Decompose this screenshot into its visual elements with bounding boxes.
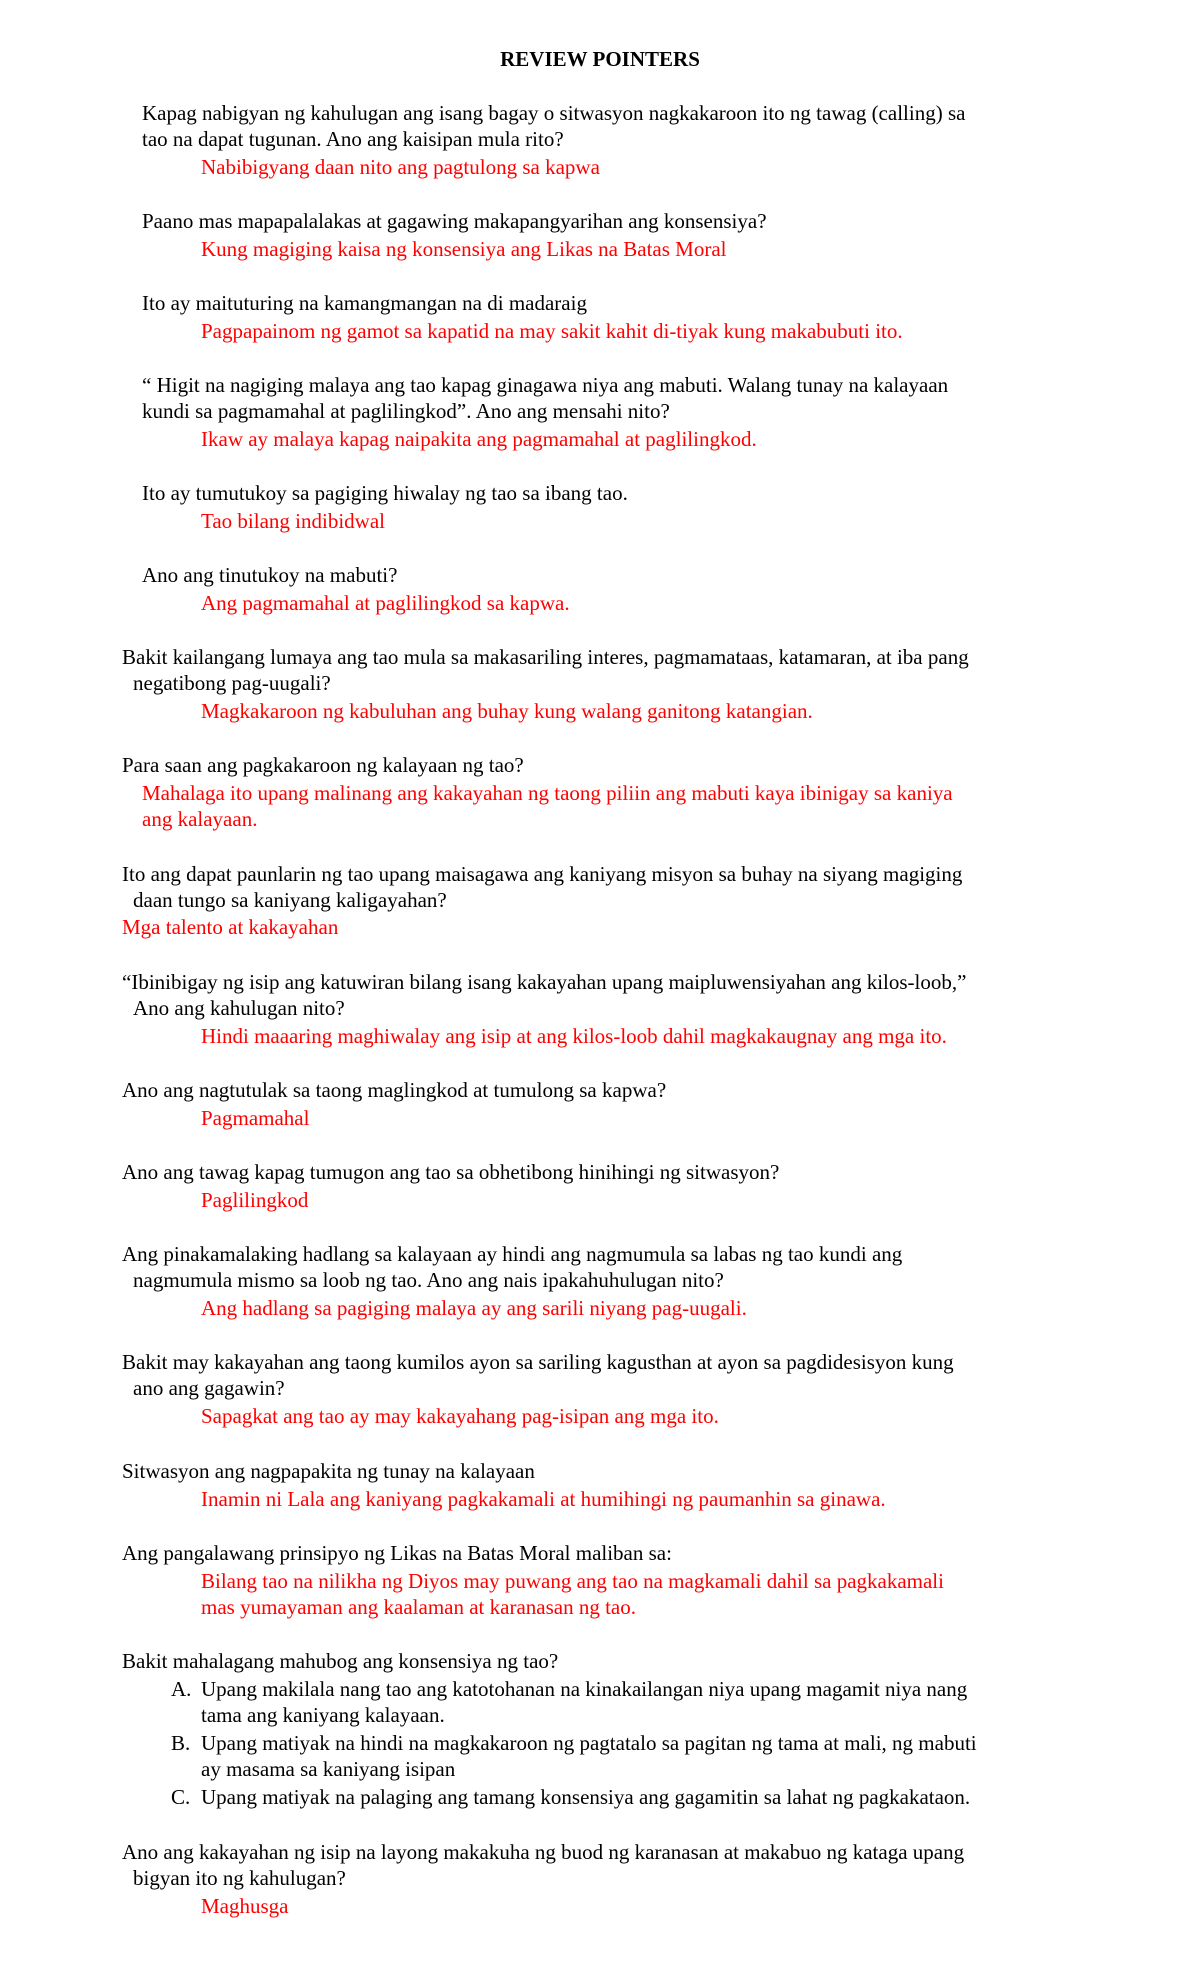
question-1-line-2: tao na dapat tugunan. Ano ang kaisipan mula rito? — [142, 127, 564, 151]
answer-5: Tao bilang indibidwal — [201, 509, 385, 533]
answer-9: Mga talento at kakayahan — [122, 915, 339, 939]
answer-8-line-1: Mahalaga ito upang malinang ang kakayahan ng taong piliin ang mabuti kaya ibinigay sa kaniya — [142, 781, 953, 805]
question-15-line-1: Sitwasyon ang nagpapakita ng tunay na kalayaan — [122, 1459, 535, 1483]
question-14-line-1: Bakit may kakayahan ang taong kumilos ayon sa sariling kagusthan at ayon sa pagdidesisyon kung — [122, 1350, 954, 1374]
answer-13: Ang hadlang sa pagiging malaya ay ang sarili niyang pag-uugali. — [201, 1296, 747, 1320]
answer-10: Hindi maaaring maghiwalay ang isip at ang kilos-loob dahil magkakaugnay ang mga ito. — [201, 1024, 947, 1048]
answer-2: Kung magiging kaisa ng konsensiya ang Likas na Batas Moral — [201, 237, 727, 261]
answer-7: Magkakaroon ng kabuluhan ang buhay kung walang ganitong katangian. — [201, 699, 813, 723]
answer-1: Nabibigyang daan nito ang pagtulong sa kapwa — [201, 155, 600, 179]
answer-14: Sapagkat ang tao ay may kakayahang pag-isipan ang mga ito. — [201, 1404, 719, 1428]
question-7-line-1: Bakit kailangang lumaya ang tao mula sa makasariling interes, pagmamataas, katamaran, at iba pang — [122, 645, 969, 669]
option-b-line-2: ay masama sa kaniyang isipan — [201, 1757, 456, 1781]
answer-3: Pagpapainom ng gamot sa kapatid na may sakit kahit di-tiyak kung makabubuti ito. — [201, 319, 903, 343]
question-9-line-1: Ito ang dapat paunlarin ng tao upang maisagawa ang kaniyang misyon sa buhay na siyang magiging — [122, 862, 963, 886]
answer-15: Inamin ni Lala ang kaniyang pagkakamali at humihingi ng paumanhin sa ginawa. — [201, 1487, 886, 1511]
answer-8-line-2: ang kalayaan. — [142, 807, 258, 831]
question-10-line-2: Ano ang kahulugan nito? — [133, 996, 345, 1020]
question-4-line-1: “ Higit na nagiging malaya ang tao kapag ginagawa niya ang mabuti. Walang tunay na kalayaan — [142, 373, 949, 397]
question-4-line-2: kundi sa pagmamahal at paglilingkod”. Ano ang mensahi nito? — [142, 399, 670, 423]
question-5-line-1: Ito ay tumutukoy sa pagiging hiwalay ng tao sa ibang tao. — [142, 481, 628, 505]
option-a-line-2: tama ang kaniyang kalayaan. — [201, 1703, 445, 1727]
question-17-line-1: Bakit mahalagang mahubog ang konsensiya ng tao? — [122, 1649, 559, 1673]
option-c-line-1: Upang matiyak na palaging ang tamang konsensiya ang gagamitin sa lahat ng pagkakataon. — [201, 1785, 971, 1809]
question-18-line-2: bigyan ito ng kahulugan? — [133, 1866, 346, 1890]
question-13-line-2: nagmumula mismo sa loob ng tao. Ano ang nais ipakahuhulugan nito? — [133, 1268, 724, 1292]
option-a-line-1: Upang makilala nang tao ang katotohanan na kinakailangan niya upang magamit niya nang — [201, 1677, 968, 1701]
answer-6: Ang pagmamahal at paglilingkod sa kapwa. — [201, 591, 570, 615]
page-title: REVIEW POINTERS — [500, 47, 700, 71]
question-3-line-1: Ito ay maituturing na kamangmangan na di madaraig — [142, 291, 587, 315]
answer-12: Paglilingkod — [201, 1188, 309, 1212]
question-10-line-1: “Ibinibigay ng isip ang katuwiran bilang isang kakayahan upang maipluwensiyahan ang kilos-loob,” — [122, 970, 967, 994]
answer-11: Pagmamahal — [201, 1106, 310, 1130]
question-9-line-2: daan tungo sa kaniyang kaligayahan? — [133, 888, 447, 912]
question-8-line-1: Para saan ang pagkakaroon ng kalayaan ng tao? — [122, 753, 524, 777]
question-14-line-2: ano ang gagawin? — [133, 1376, 285, 1400]
answer-16-line-2: mas yumayaman ang kaalaman at karanasan ng tao. — [201, 1595, 636, 1619]
option-b-letter: B. — [171, 1731, 191, 1755]
answer-18: Maghusga — [201, 1894, 289, 1918]
question-2-line-1: Paano mas mapapalalakas at gagawing makapangyarihan ang konsensiya? — [142, 209, 767, 233]
answer-16-line-1: Bilang tao na nilikha ng Diyos may puwang ang tao na magkamali dahil sa pagkakamali — [201, 1569, 944, 1593]
option-c-letter: C. — [171, 1785, 191, 1809]
question-7-line-2: negatibong pag-uugali? — [133, 671, 331, 695]
question-6-line-1: Ano ang tinutukoy na mabuti? — [142, 563, 398, 587]
question-1-line-1: Kapag nabigyan ng kahulugan ang isang bagay o sitwasyon nagkakaroon ito ng tawag (calling) sa — [142, 101, 966, 125]
question-18-line-1: Ano ang kakayahan ng isip na layong makakuha ng buod ng karanasan at makabuo ng kataga upang — [122, 1840, 965, 1864]
question-12-line-1: Ano ang tawag kapag tumugon ang tao sa obhetibong hinihingi ng sitwasyon? — [122, 1160, 780, 1184]
question-16-line-1: Ang pangalawang prinsipyo ng Likas na Batas Moral maliban sa: — [122, 1541, 672, 1565]
question-13-line-1: Ang pinakamalaking hadlang sa kalayaan ay hindi ang nagmumula sa labas ng tao kundi ang — [122, 1242, 903, 1266]
answer-4: Ikaw ay malaya kapag naipakita ang pagmamahal at paglilingkod. — [201, 427, 757, 451]
option-b-line-1: Upang matiyak na hindi na magkakaroon ng pagtatalo sa pagitan ng tama at mali, ng mabuti — [201, 1731, 977, 1755]
question-11-line-1: Ano ang nagtutulak sa taong maglingkod at tumulong sa kapwa? — [122, 1078, 667, 1102]
option-a-letter: A. — [171, 1677, 192, 1701]
